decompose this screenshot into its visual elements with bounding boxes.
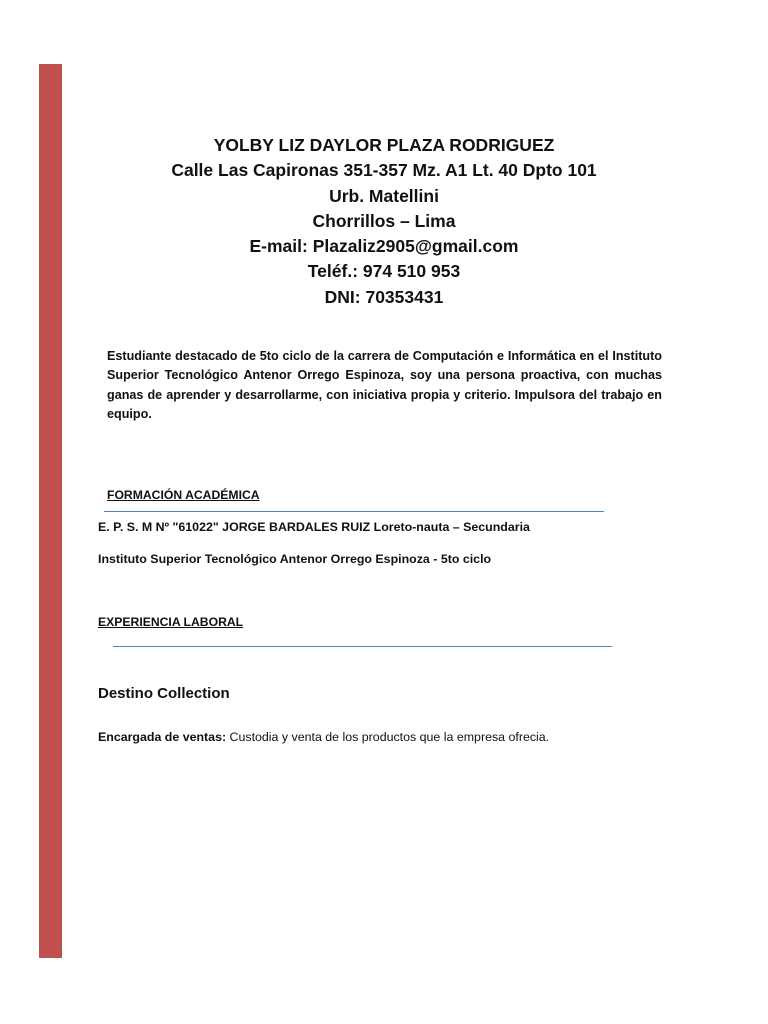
contact-header xyxy=(70,133,698,310)
job-role-label: Encargada de ventas: xyxy=(98,730,227,744)
company-name: Destino Collection xyxy=(98,685,230,702)
email-line: E-mail: Plazaliz2905@gmail.com xyxy=(249,236,519,257)
district-line: Chorrillos – Lima xyxy=(312,210,456,231)
job-role-description: Custodia y venta de los productos que la empresa ofrecia. xyxy=(226,730,550,744)
address-line: Calle Las Capironas 351-357 Mz. A1 Lt. 40 Dpto 101 xyxy=(171,160,597,181)
education-item-secondary: E. P. S. M Nº "61022" JORGE BARDALES RUIZ Loreto-nauta – Secundaria xyxy=(98,520,530,534)
dni-line: DNI: 70353431 xyxy=(324,286,444,307)
experience-section-title: EXPERIENCIA LABORAL xyxy=(98,615,244,629)
urbanization-line: Urb. Matellini xyxy=(329,185,439,206)
phone-line: Teléf.: 974 510 953 xyxy=(307,261,461,282)
experience-divider xyxy=(113,646,612,647)
side-accent-bar xyxy=(39,64,62,958)
job-description xyxy=(98,730,549,744)
education-divider xyxy=(104,511,604,512)
profile-summary: Estudiante destacado de 5to ciclo de la carrera de Computación e Informática en el Instituto Superior Tecnológico Antenor Orrego Espinoza, soy una persona proactiva, con muchas ganas de aprender y desarrollarme, con iniciativa propia y criterio. Impulsora del trabajo en equipo. xyxy=(107,349,662,421)
education-item-institute: Instituto Superior Tecnológico Antenor Orrego Espinoza - 5to ciclo xyxy=(98,552,492,566)
full-name: YOLBY LIZ DAYLOR PLAZA RODRIGUEZ xyxy=(213,135,555,155)
education-section-title: FORMACIÓN ACADÉMICA xyxy=(107,488,260,502)
